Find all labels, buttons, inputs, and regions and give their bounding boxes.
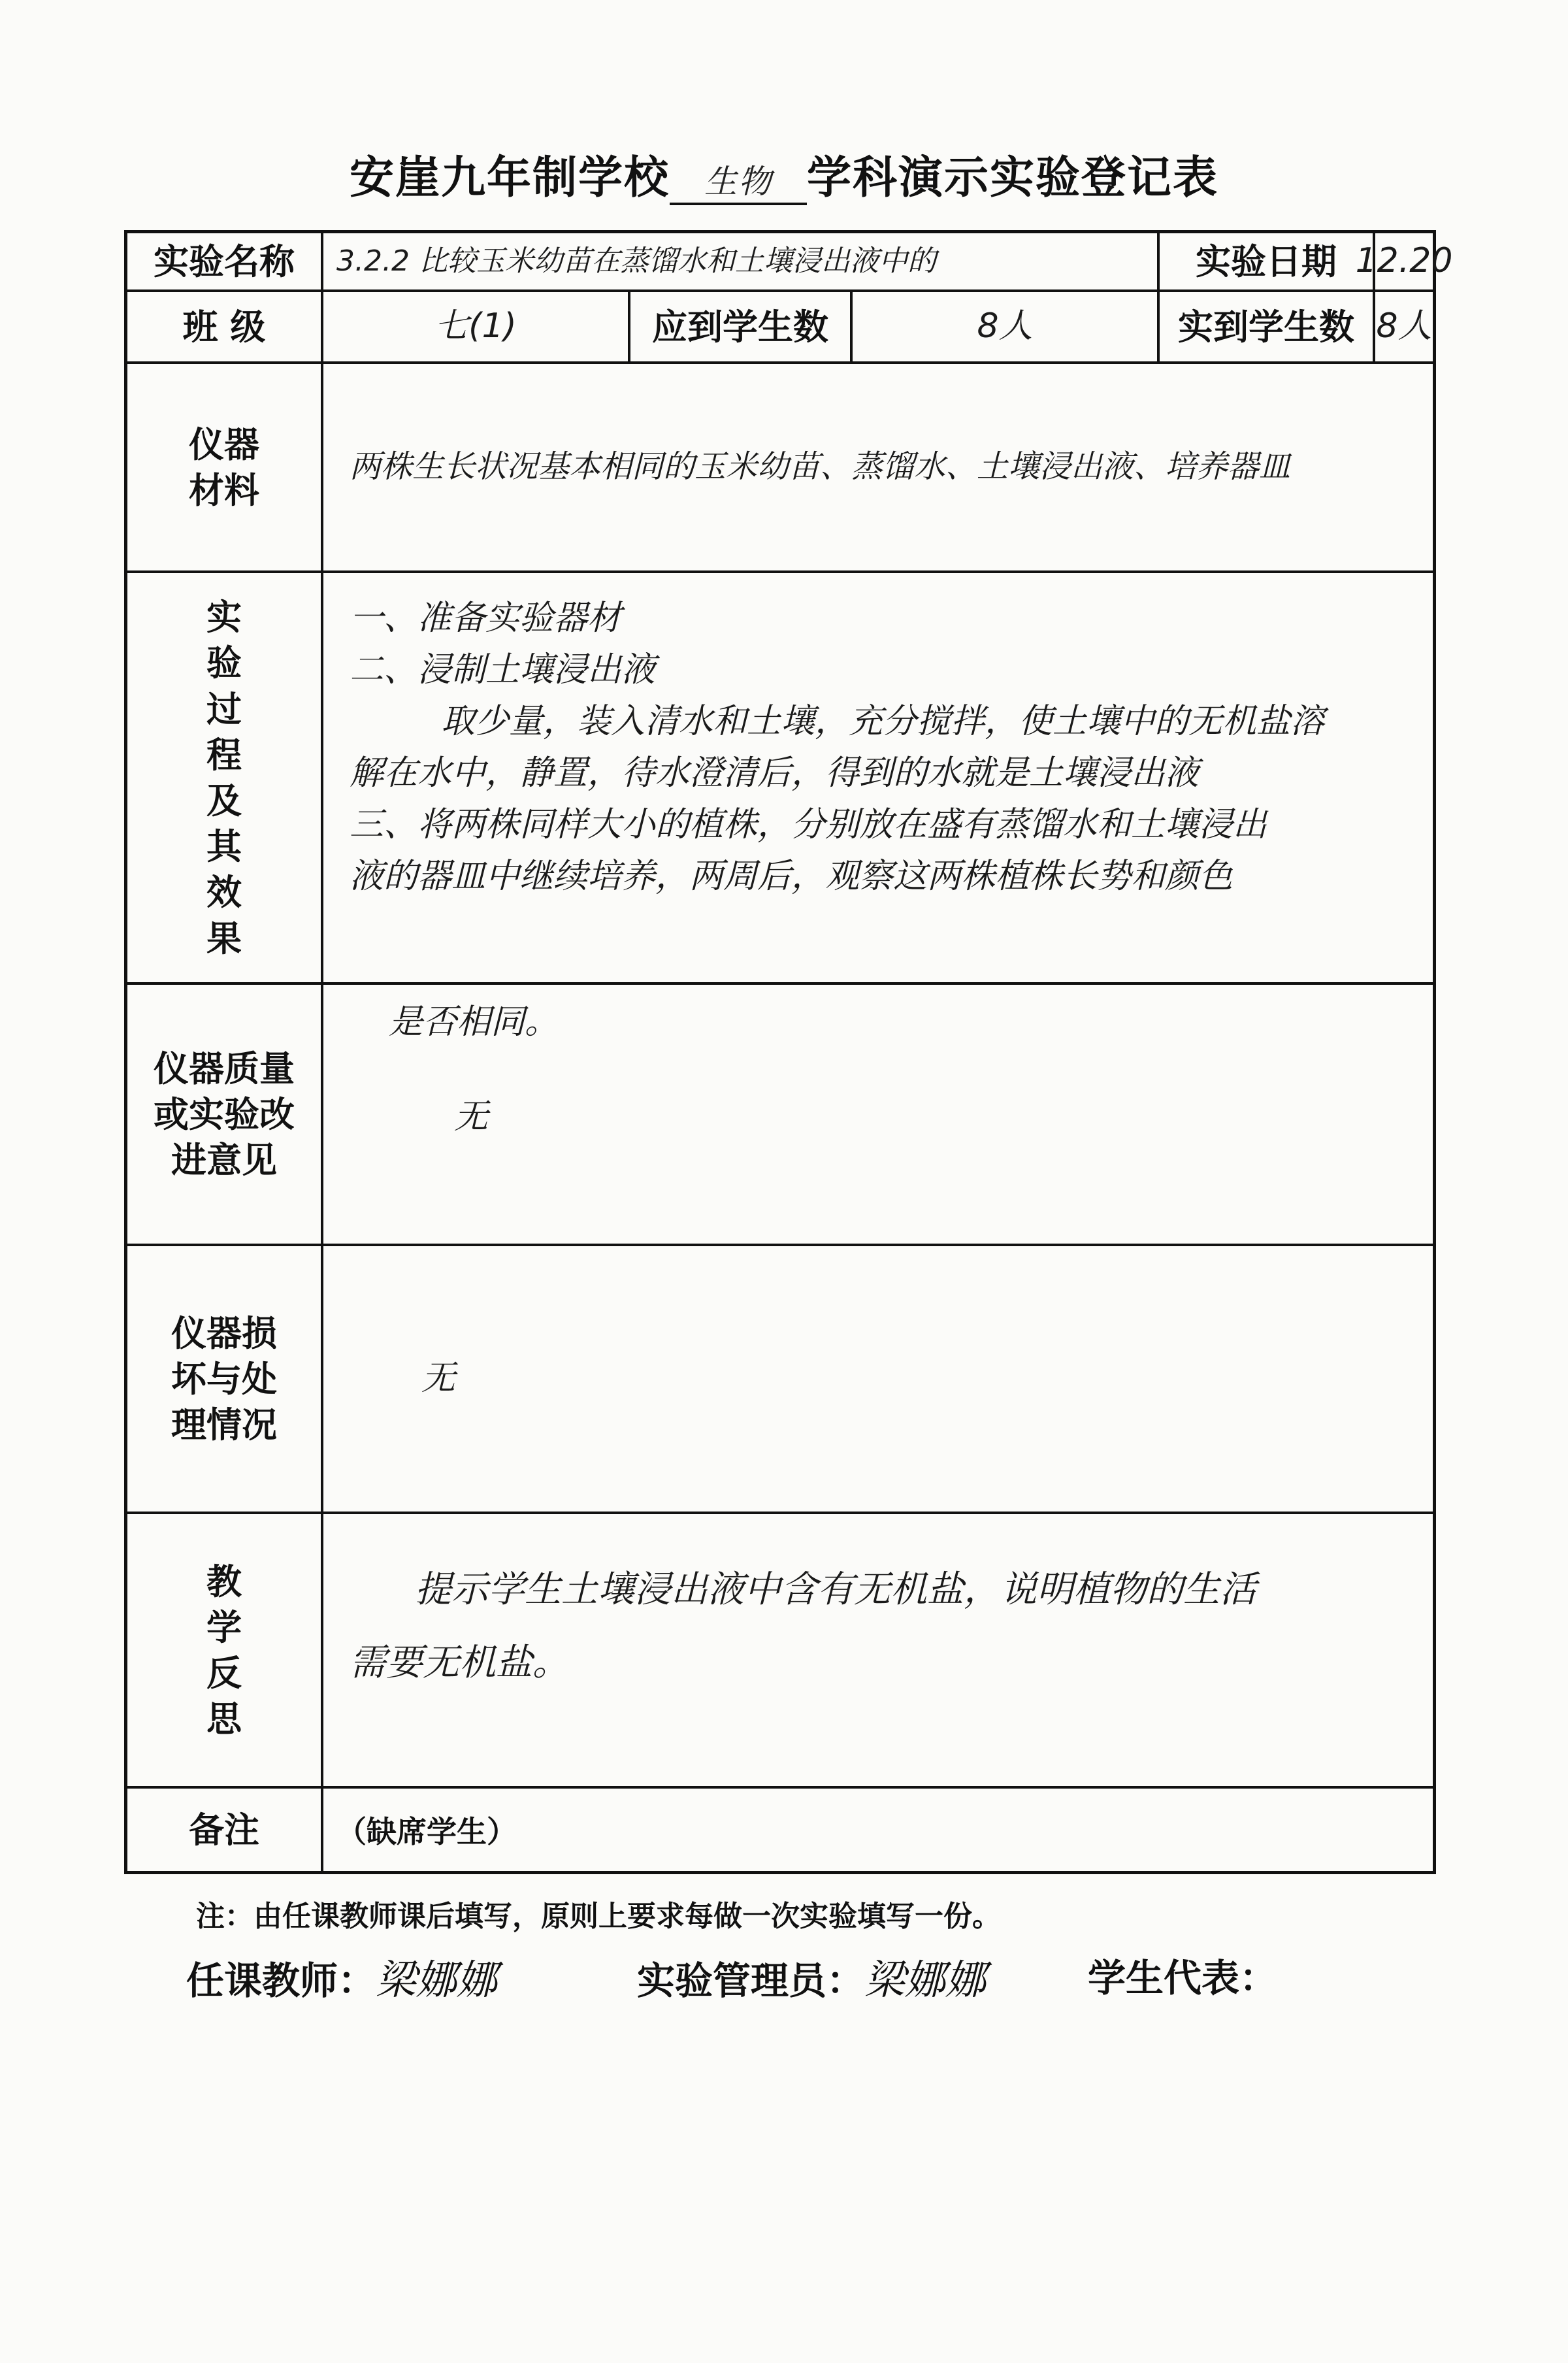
quality-value: 无: [454, 1097, 489, 1137]
reflection-label: 教学反思: [127, 1514, 323, 1786]
reflection-content: [323, 1514, 1433, 1786]
experiment-date-label: 实验日期: [1160, 233, 1375, 289]
remarks-label: 备注: [127, 1789, 323, 1871]
process-line-3: 取少量，装入清水和土壤，充分搅拌，使土壤中的无机盐溶: [441, 702, 1325, 742]
row-quality: [127, 985, 1433, 1246]
subject-field: 生物: [670, 156, 807, 205]
materials-label: 仪器材料: [127, 364, 323, 570]
quality-label: 仪器质量或实验改进意见: [127, 985, 323, 1244]
process-content: [323, 573, 1433, 982]
process-line-1: 一、准备实验器材: [350, 599, 622, 638]
row-materials: [127, 364, 1433, 573]
admin-signature: 梁娜娜: [864, 1956, 987, 2004]
reflection-line-2: 需要无机盐。: [350, 1642, 569, 1684]
process-label: 实验过程及其效果: [127, 573, 323, 982]
damage-value: 无: [421, 1359, 456, 1398]
experiment-date-value: 12.20: [1355, 241, 1453, 281]
row-damage: [127, 1246, 1433, 1514]
row-experiment-name: [127, 233, 1453, 292]
student-rep-label: 学生代表：: [1088, 1956, 1278, 2000]
teacher-signature: 梁娜娜: [376, 1956, 498, 2004]
registration-form: [124, 230, 1453, 1874]
materials-value: 两株生长状况基本相同的玉米幼苗、蒸馏水、土壤浸出液、培养器皿: [350, 448, 1291, 486]
row-reflection: [127, 1514, 1433, 1789]
damage-label: 仪器损坏与处理情况: [127, 1246, 323, 1512]
reflection-line-1: 提示学生土壤浸出液中含有无机盐，说明植物的生活: [415, 1568, 1256, 1611]
process-line-6: 液的器皿中继续培养，两周后，观察这两株植株长势和颜色: [350, 857, 1233, 897]
experiment-name-value: 3.2.2 比较玉米幼苗在蒸馏水和土壤浸出液中的: [323, 233, 1160, 289]
student-rep-field: [1088, 1947, 1277, 2002]
class-label: 班 级: [127, 292, 323, 361]
footer-note: 注：由任课教师课后填写，原则上要求每做一次实验填写一份。: [196, 1900, 1001, 1933]
quality-content: [323, 985, 1433, 1244]
row-remarks: [127, 1789, 1433, 1871]
form-title: [0, 142, 1568, 206]
teacher-label: 任课教师：: [186, 1958, 376, 2003]
process-line-7: 是否相同。: [389, 1002, 559, 1042]
signature-row: [0, 1947, 1568, 2026]
process-line-5: 三、将两株同样大小的植株，分别放在盛有蒸馏水和土壤浸出: [350, 805, 1267, 845]
expected-students-value: 8人: [853, 292, 1160, 361]
row-class: [127, 292, 1433, 364]
title-suffix: 学科演示实验登记表: [807, 152, 1219, 204]
school-name: 安崖九年制学校: [349, 152, 670, 204]
actual-students-label: 实到学生数: [1160, 292, 1375, 361]
process-line-4: 解在水中，静置，待水澄清后，得到的水就是土壤浸出液: [350, 753, 1200, 793]
admin-label: 实验管理员：: [637, 1958, 865, 2003]
class-value: 七(1): [323, 292, 630, 361]
teacher-signature-field: [186, 1947, 497, 2006]
row-process: [127, 573, 1433, 985]
experiment-name-label: 实验名称: [127, 233, 323, 289]
remarks-value: （缺席学生）: [336, 1814, 517, 1849]
expected-students-label: 应到学生数: [630, 292, 853, 361]
actual-students-value: 8人: [1376, 306, 1432, 346]
process-line-2: 二、浸制土壤浸出液: [350, 650, 656, 690]
admin-signature-field: [637, 1947, 986, 2006]
